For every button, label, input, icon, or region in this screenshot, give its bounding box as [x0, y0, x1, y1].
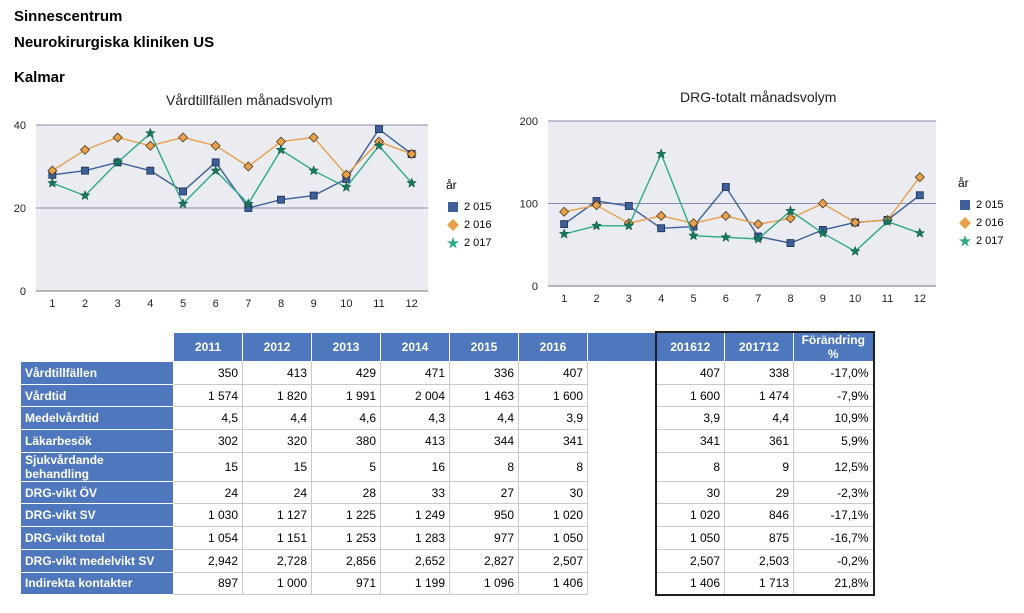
- table-spacer-cell: [588, 549, 656, 572]
- x-tick-label: 6: [722, 293, 729, 305]
- table-cell: 2,728: [243, 549, 312, 572]
- table-cell: 8: [656, 452, 725, 481]
- change-cell: -7,9%: [794, 384, 874, 407]
- change-cell: -17,0%: [794, 362, 874, 385]
- table-spacer-cell: [588, 407, 656, 430]
- table-cell: 28: [312, 481, 381, 504]
- diamond-marker-icon: [958, 217, 972, 229]
- chart1-legend-item-2016: [446, 216, 492, 234]
- table-cell: 4,6: [312, 407, 381, 430]
- table-cell: 24: [174, 481, 243, 504]
- table-cell: 2,942: [174, 549, 243, 572]
- table-cell: 897: [174, 572, 243, 595]
- star-marker-icon: [446, 237, 460, 249]
- table-cell: 30: [519, 481, 588, 504]
- table-cell: 380: [312, 430, 381, 453]
- col-header-year: 2015: [450, 332, 519, 362]
- x-tick-label: 2: [593, 293, 600, 305]
- x-tick-label: 12: [405, 298, 418, 310]
- data-point: [310, 192, 317, 199]
- table-cell: 1 463: [450, 384, 519, 407]
- data-point: [82, 167, 89, 174]
- change-cell: -17,1%: [794, 504, 874, 527]
- x-tick-label: 7: [245, 298, 252, 310]
- table-spacer-cell: [588, 362, 656, 385]
- table-cell: 471: [381, 362, 450, 385]
- statistics-table: [20, 331, 875, 596]
- chart1-legend-title: år: [446, 178, 457, 192]
- table-row: [21, 481, 874, 504]
- chart2-legend-title: år: [958, 176, 969, 190]
- data-point: [212, 159, 219, 166]
- chart2-title: DRG-totalt månadsvolym: [680, 89, 837, 105]
- table-cell: 2,827: [450, 549, 519, 572]
- chart2-legend-item-2016: [958, 214, 1004, 232]
- table-cell: 875: [725, 527, 794, 550]
- y-tick-label: 0: [531, 281, 538, 293]
- x-tick-label: 1: [49, 298, 56, 310]
- x-tick-label: 11: [881, 293, 894, 305]
- row-label: DRG-vikt medelvikt SV: [21, 549, 174, 572]
- table-cell: 4,3: [381, 407, 450, 430]
- table-cell: 2,503: [725, 549, 794, 572]
- change-cell: 10,9%: [794, 407, 874, 430]
- change-cell: -16,7%: [794, 527, 874, 550]
- table-cell: 1 050: [656, 527, 725, 550]
- chart2-legend-item-2015: [958, 196, 1004, 214]
- table-cell: 361: [725, 430, 794, 453]
- table-cell: 429: [312, 362, 381, 385]
- star-marker-icon: [958, 235, 972, 247]
- table-cell: 413: [381, 430, 450, 453]
- table-cell: 4,4: [243, 407, 312, 430]
- table-row: [21, 430, 874, 453]
- table-cell: 2,652: [381, 549, 450, 572]
- table-cell: 1 054: [174, 527, 243, 550]
- table-cell: 2 004: [381, 384, 450, 407]
- col-header-year: 2016: [519, 332, 588, 362]
- table-cell: 1 020: [519, 504, 588, 527]
- table-cell: 338: [725, 362, 794, 385]
- unit-title: Sinnescentrum: [14, 8, 123, 25]
- table-spacer-cell: [588, 384, 656, 407]
- clinic-title: Neurokirurgiska kliniken US: [14, 34, 215, 51]
- table-cell: 1 474: [725, 384, 794, 407]
- row-label: Medelvårdtid: [21, 407, 174, 430]
- row-label: Indirekta kontakter: [21, 572, 174, 595]
- table-spacer-cell: [588, 527, 656, 550]
- table-cell: 1 283: [381, 527, 450, 550]
- change-cell: -2,3%: [794, 481, 874, 504]
- data-point: [180, 188, 187, 195]
- row-label: DRG-vikt ÖV: [21, 481, 174, 504]
- col-header-month: 201712: [725, 332, 794, 362]
- table-cell: 413: [243, 362, 312, 385]
- table-cell: 1 600: [519, 384, 588, 407]
- y-tick-label: 200: [519, 116, 538, 128]
- table-spacer-cell: [588, 430, 656, 453]
- table-cell: 1 000: [243, 572, 312, 595]
- table-cell: 4,4: [725, 407, 794, 430]
- col-header-year: 2014: [381, 332, 450, 362]
- data-point: [376, 126, 383, 133]
- table-cell: 950: [450, 504, 519, 527]
- legend-label: 2 016: [976, 217, 1004, 229]
- row-label: Vårdtillfällen: [21, 362, 174, 385]
- x-tick-label: 4: [658, 293, 665, 305]
- table-cell: 407: [519, 362, 588, 385]
- legend-label: 2 015: [976, 199, 1004, 211]
- x-tick-label: 1: [561, 293, 568, 305]
- table-cell: 350: [174, 362, 243, 385]
- table-row: [21, 452, 874, 481]
- table-cell: 5: [312, 452, 381, 481]
- chart1-legend: [446, 178, 492, 252]
- table-cell: 8: [519, 452, 588, 481]
- y-tick-label: 100: [519, 198, 538, 211]
- table-cell: 1 713: [725, 572, 794, 595]
- table-cell: 1 600: [656, 384, 725, 407]
- table-cell: 27: [450, 481, 519, 504]
- table-cell: 33: [381, 481, 450, 504]
- x-tick-label: 10: [340, 298, 353, 310]
- table-cell: 2,507: [656, 549, 725, 572]
- table-header-row: [21, 332, 874, 362]
- table-cell: 29: [725, 481, 794, 504]
- y-tick-label: 40: [13, 120, 26, 132]
- table-cell: 8: [450, 452, 519, 481]
- row-label: Sjukvårdande behandling: [21, 452, 174, 481]
- x-tick-label: 4: [147, 298, 154, 310]
- table-cell: 1 406: [519, 572, 588, 595]
- table-cell: 1 096: [450, 572, 519, 595]
- location-title: Kalmar: [14, 69, 65, 86]
- chart1-legend-item-2017: [446, 234, 492, 252]
- data-point: [278, 196, 285, 203]
- table-spacer-cell: [588, 504, 656, 527]
- x-tick-label: 8: [787, 293, 794, 305]
- table-cell: 15: [243, 452, 312, 481]
- table-cell: 1 127: [243, 504, 312, 527]
- table-cell: 1 253: [312, 527, 381, 550]
- table-cell: 846: [725, 504, 794, 527]
- table-row: [21, 527, 874, 550]
- table-cell: 1 050: [519, 527, 588, 550]
- table-cell: 341: [656, 430, 725, 453]
- square-marker-icon: [958, 200, 972, 210]
- table-spacer-cell: [588, 572, 656, 595]
- x-tick-label: 8: [277, 298, 285, 310]
- legend-label: 2 017: [464, 237, 492, 249]
- legend-label: 2 017: [976, 235, 1004, 247]
- change-cell: -0,2%: [794, 549, 874, 572]
- table-cell: 344: [450, 430, 519, 453]
- y-tick-label: 20: [13, 203, 26, 215]
- row-label: Läkarbesök: [21, 430, 174, 453]
- table-cell: 1 199: [381, 572, 450, 595]
- table-cell: 4,5: [174, 407, 243, 430]
- table-cell: 1 020: [656, 504, 725, 527]
- x-tick-label: 11: [373, 298, 385, 310]
- col-header-month: 201612: [656, 332, 725, 362]
- table-cell: 407: [656, 362, 725, 385]
- x-tick-label: 7: [755, 293, 762, 305]
- table-row: [21, 407, 874, 430]
- table-cell: 30: [656, 481, 725, 504]
- col-header-year: 2011: [174, 332, 243, 362]
- change-cell: 12,5%: [794, 452, 874, 481]
- x-tick-label: 10: [849, 293, 862, 305]
- chart2-drg-totalt: [505, 110, 945, 310]
- legend-label: 2 016: [464, 219, 492, 231]
- table-cell: 1 030: [174, 504, 243, 527]
- table-cell: 341: [519, 430, 588, 453]
- change-cell: 5,9%: [794, 430, 874, 453]
- y-tick-label: 0: [19, 286, 26, 298]
- x-tick-label: 2: [81, 298, 89, 310]
- table-row: [21, 384, 874, 407]
- chart1-title: Vårdtillfällen månadsvolym: [166, 92, 333, 108]
- chart2-legend-item-2017: [958, 232, 1004, 250]
- square-marker-icon: [446, 202, 460, 212]
- table-cell: 16: [381, 452, 450, 481]
- x-tick-label: 12: [913, 293, 926, 305]
- change-cell: 21,8%: [794, 572, 874, 595]
- table-cell: 2,856: [312, 549, 381, 572]
- table-cell: 1 820: [243, 384, 312, 407]
- table-cell: 977: [450, 527, 519, 550]
- table-cell: 3,9: [656, 407, 725, 430]
- data-point: [625, 202, 632, 209]
- col-header-change: Förändring %: [794, 332, 874, 362]
- table-cell: 9: [725, 452, 794, 481]
- x-tick-label: 9: [819, 293, 826, 305]
- table-cell: 4,4: [450, 407, 519, 430]
- x-tick-label: 3: [114, 298, 121, 310]
- table-cell: 1 249: [381, 504, 450, 527]
- chart1-legend-item-2015: [446, 198, 492, 216]
- table-row: [21, 504, 874, 527]
- x-tick-label: 5: [690, 293, 697, 305]
- table-cell: 302: [174, 430, 243, 453]
- chart2-legend: [958, 176, 1004, 250]
- data-point: [658, 225, 665, 232]
- col-header-year: 2013: [312, 332, 381, 362]
- x-tick-label: 9: [310, 298, 317, 310]
- table-cell: 3,9: [519, 407, 588, 430]
- x-tick-label: 6: [212, 298, 219, 310]
- table-row: [21, 572, 874, 595]
- x-tick-label: 5: [179, 298, 187, 310]
- table-cell: 320: [243, 430, 312, 453]
- table-cell: 1 151: [243, 527, 312, 550]
- row-label: Vårdtid: [21, 384, 174, 407]
- table-spacer-cell: [588, 481, 656, 504]
- table-cell: 2,507: [519, 549, 588, 572]
- table-cell: 1 991: [312, 384, 381, 407]
- table-cell: 1 574: [174, 384, 243, 407]
- table-row: [21, 362, 874, 385]
- legend-label: 2 015: [464, 201, 492, 213]
- data-point: [561, 221, 568, 228]
- table-row: [21, 549, 874, 572]
- data-point: [787, 240, 794, 247]
- table-cell: 1 225: [312, 504, 381, 527]
- data-point: [722, 184, 729, 191]
- diamond-marker-icon: [446, 219, 460, 231]
- x-tick-label: 3: [625, 293, 632, 305]
- data-point: [916, 192, 923, 199]
- table-cell: 1 406: [656, 572, 725, 595]
- data-point: [147, 167, 154, 174]
- table-spacer-cell: [588, 452, 656, 481]
- chart1-vardtillfallen: [0, 112, 440, 317]
- col-header-spacer: [588, 332, 656, 362]
- col-header-year: 2012: [243, 332, 312, 362]
- table-cell: 24: [243, 481, 312, 504]
- table-cell: 971: [312, 572, 381, 595]
- table-cell: 15: [174, 452, 243, 481]
- row-label: DRG-vikt total: [21, 527, 174, 550]
- table-corner: [21, 332, 174, 362]
- row-label: DRG-vikt SV: [21, 504, 174, 527]
- table-cell: 336: [450, 362, 519, 385]
